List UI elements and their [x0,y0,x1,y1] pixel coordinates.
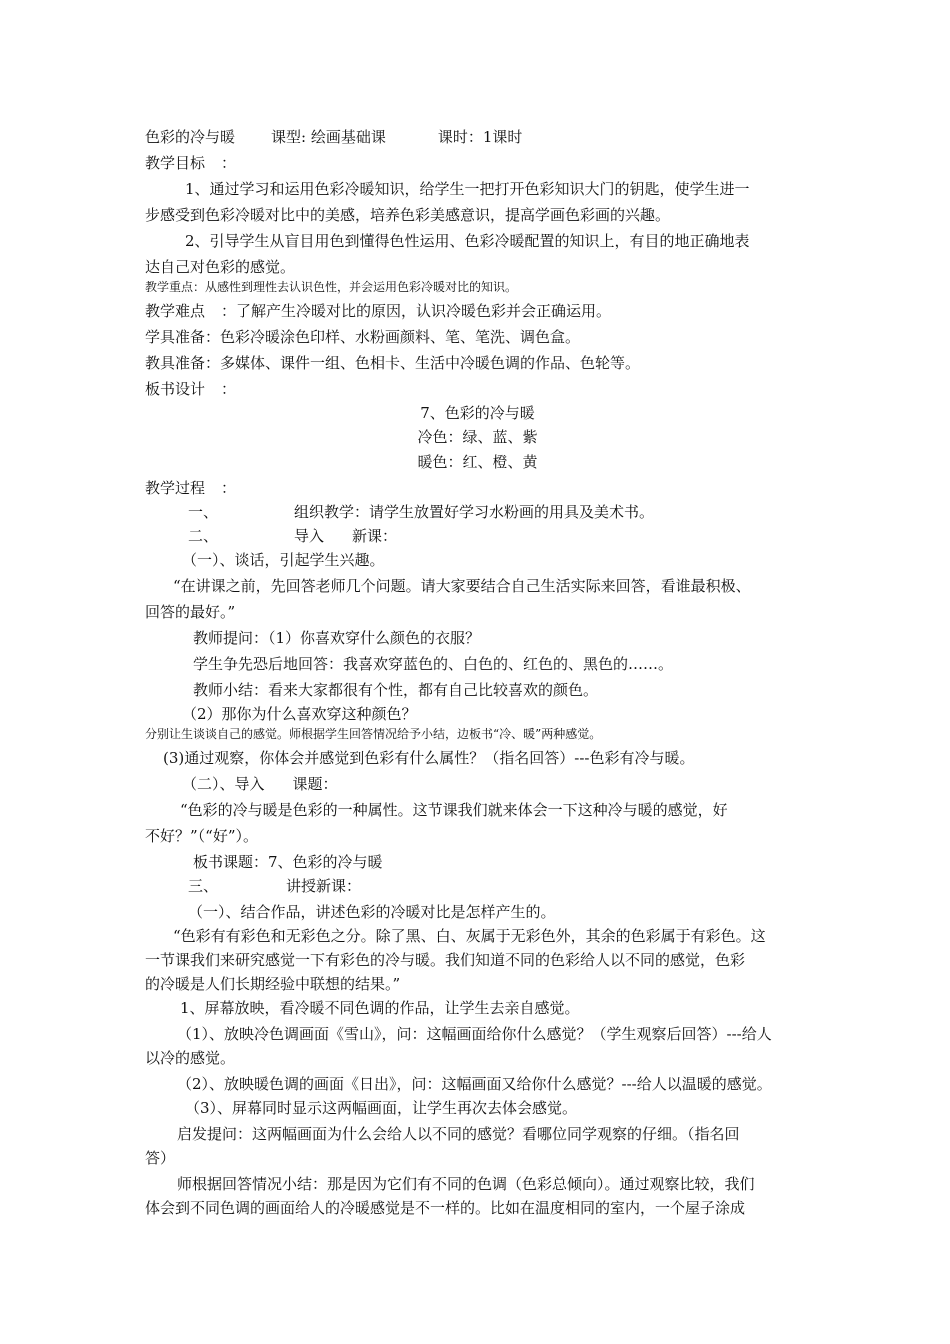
para-quote-1-line-1: “在讲课之前，先回答老师几个问题。请大家要结合自己生活实际来回答，看谁最积极、 [173,577,751,595]
screen-show: 1、屏幕放映，看冷暖不同色调的作品，让学生去亲自感觉。 [180,999,580,1017]
snow-mountain-line-2: 以冷的感觉。 [145,1049,236,1067]
lesson-type: 课型: 绘画基础课 [271,128,386,146]
question-3: (3)通过观察，你体会并感觉到色彩有什么属性？（指名回答）---色彩有冷与暖。 [163,749,695,767]
teacher-tools: 教具准备：多媒体、课件一组、色相卡、生活中冷暖色调的作品、色轮等。 [145,354,641,372]
student-tools: 学具准备：色彩冷暖涂色印样、水粉画颜料、笔、笔洗、调色盒。 [145,328,581,346]
objective-1-line-1: 1、通过学习和运用色彩冷暖知识，给学生一把打开色彩知识大门的钥匙，使学生进一 [185,180,750,198]
snow-mountain-line-1: （1）、放映冷色调画面《雪山》，问：这幅画面给你什么感觉？（学生观察后回答）---给人 [177,1025,772,1043]
objective-2-line-1: 2、引导学生从盲目用色到懂得色性运用、色彩冷暖配置的知识上，有目的地正确地表 [185,232,750,250]
board-line-1: 7、色彩的冷与暖 [420,404,535,422]
para-quote-1-line-2: 回答的最好。” [145,603,236,621]
step-2: 二、 导入 新课： [188,527,398,545]
board-topic: 板书课题：7、色彩的冷与暖 [193,853,383,871]
para-quote-3-line-2: 一节课我们来研究感觉一下有彩色的冷与暖。我们知道不同的色彩给人以不同的感觉，色彩 [145,951,746,969]
key-point: 教学重点：从感性到理性去认识色性，并会运用色彩冷暖对比的知识。 [145,280,518,294]
board-heading: 板书设计 ： [145,380,237,398]
para-quote-2-line-1: “色彩的冷与暖是色彩的一种属性。这节课我们就来体会一下这种冷与暖的感觉，好 [180,801,728,819]
objective-2-line-2: 达自己对色彩的感觉。 [145,258,296,276]
teacher-conclusion-line-2: 体会到不同色调的画面给人的冷暖感觉是不一样的。比如在温度相同的室内，一个屋子涂成 [145,1199,746,1217]
teacher-conclusion-line-1: 师根据回答情况小结：那是因为它们有不同的色调（色彩总倾向）。通过观察比较，我们 [177,1175,755,1193]
lesson-period: 课时：1课时 [437,128,523,146]
step-1: 一、 组织教学：请学生放置好学习水粉画的用具及美术书。 [188,503,655,521]
para-works: （一）、结合作品，讲述色彩的冷暖对比是怎样产生的。 [188,903,556,921]
para-quote-3-line-3: 的冷暖是人们长期经验中联想的结果。” [145,975,401,993]
board-line-2: 冷色：绿、蓝、紫 [417,428,538,446]
intro-topic: （二）、导入 课题： [182,775,338,793]
inspire-question-line-1: 启发提问：这两幅画面为什么会给人以不同的感觉？看哪位同学观察的仔细。（指名回 [177,1125,740,1143]
feeling-note: 分别让生谈谈自己的感觉。师根据学生回答情况给予小结，边板书“冷、暖”两种感觉。 [145,727,602,741]
objective-1-line-2: 步感受到色彩冷暖对比中的美感，培养色彩美感意识，提高学画色彩画的兴趣。 [145,206,671,224]
both-pictures: （3）、屏幕同时显示这两幅画面，让学生再次去体会感觉。 [185,1099,578,1117]
lesson-header [145,124,810,150]
lesson-title: 色彩的冷与暖 [145,128,236,146]
step-3: 三、 讲授新课： [188,877,362,895]
board-line-3: 暖色：红、橙、黄 [417,453,538,471]
process-heading: 教学过程 ： [145,479,237,497]
para-quote-2-line-2: 不好？”（“好”）。 [145,827,259,845]
teacher-summary: 教师小结：看来大家都很有个性，都有自己比较喜欢的颜色。 [193,681,599,699]
inspire-question-line-2: 答） [145,1149,176,1167]
objectives-heading: 教学目标 ： [145,154,237,172]
teacher-question: 教师提问：（1）你喜欢穿什么颜色的衣服？ [193,629,481,647]
para-talk: （一）、谈话，引起学生兴趣。 [182,551,385,569]
difficulty: 教学难点 ：了解产生冷暖对比的原因，认识冷暖色彩并会正确运用。 [145,302,612,320]
sunrise: （2）、放映暖色调的画面《日出》，问：这幅画面又给你什么感觉？---给人以温暖的感觉。 [177,1075,772,1093]
para-quote-3-line-1: “色彩有有彩色和无彩色之分。除了黑、白、灰属于无彩色外，其余的色彩属于有彩色。这 [173,927,766,945]
question-2: （2）那你为什么喜欢穿这种颜色？ [182,705,417,723]
student-answer: 学生争先恐后地回答：我喜欢穿蓝色的、白色的、红色的、黑色的……。 [193,655,674,673]
